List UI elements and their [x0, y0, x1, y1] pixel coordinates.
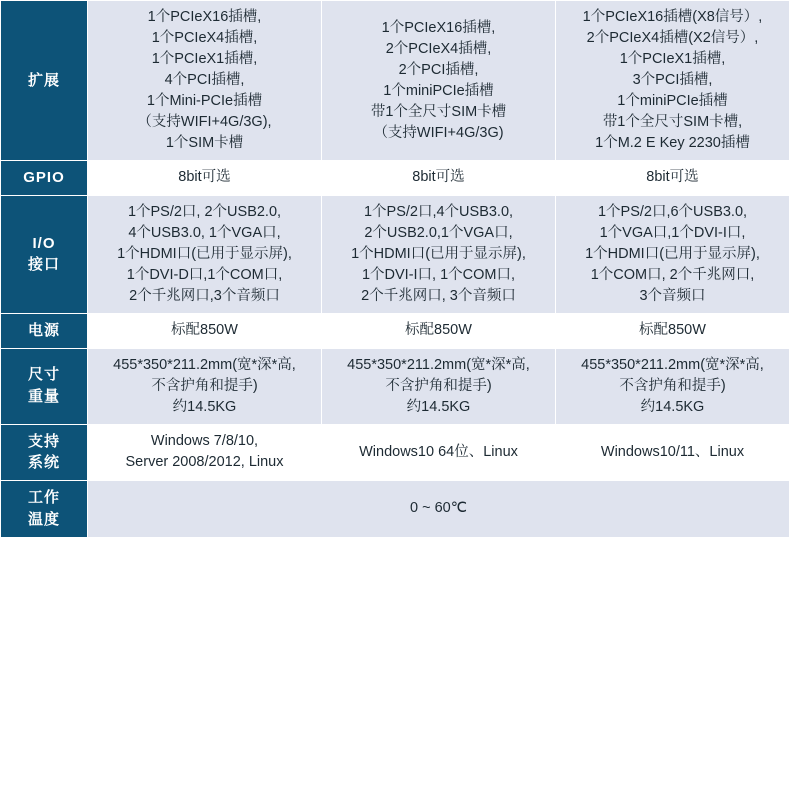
- spec-cell-line: 1个PCIeX4插槽,: [151, 30, 258, 47]
- spec-cell: [556, 195, 790, 313]
- spec-cell: [556, 313, 790, 348]
- spec-cell: [322, 195, 556, 313]
- spec-cell-line: 1个Mini-PCIe插槽: [146, 93, 263, 110]
- spec-cell-line: 4个PCI插槽,: [164, 72, 245, 89]
- row-label-line: 支持: [27, 432, 60, 450]
- spec-cell-line: 约14.5KG: [172, 398, 237, 415]
- spec-cell: [556, 161, 790, 196]
- page-bottom-whitespace: [0, 538, 790, 638]
- spec-cell-line: 1个PCIeX16插槽,: [147, 9, 262, 25]
- table-row: [1, 161, 790, 196]
- spec-cell: [556, 348, 790, 424]
- spec-cell-line: 8bit可选: [412, 169, 465, 186]
- spec-cell-line: （支持WIFI+4G/3G),: [137, 114, 272, 131]
- spec-cell-line: 2个千兆网口, 3个音频口: [361, 287, 516, 304]
- spec-cell: [88, 481, 790, 538]
- row-label-line: 工作: [27, 489, 60, 507]
- spec-cell-line: 1个miniPCIe插槽: [383, 82, 494, 99]
- row-label: [1, 348, 88, 424]
- spec-cell-line: 1个HDMI口(已用于显示屏),: [351, 245, 526, 262]
- spec-cell-line: 1个VGA口,1个DVI-I口,: [599, 224, 746, 241]
- spec-cell: [556, 424, 790, 481]
- table-row: [1, 313, 790, 348]
- row-label: [1, 161, 88, 196]
- spec-cell: [88, 424, 322, 481]
- spec-cell-line: 1个M.2 E Key 2230插槽: [595, 135, 750, 152]
- spec-cell: [88, 348, 322, 424]
- row-label: [1, 313, 88, 348]
- spec-cell: [322, 424, 556, 481]
- spec-cell-line: 1个PCIeX1插槽,: [151, 51, 258, 68]
- spec-cell-line: 1个PS/2口, 2个USB2.0,: [127, 203, 282, 220]
- spec-cell-line: 带1个全尺寸SIM卡槽: [370, 103, 507, 120]
- spec-cell-line: 455*350*211.2mm(宽*深*高,: [581, 356, 764, 373]
- spec-cell-line: 2个USB2.0,1个VGA口,: [364, 224, 513, 241]
- spec-cell-line: 标配850W: [171, 322, 238, 339]
- row-label-line: 扩展: [27, 71, 60, 89]
- spec-cell-line: 约14.5KG: [406, 398, 471, 415]
- spec-cell-line: 带1个全尺寸SIM卡槽,: [602, 114, 743, 131]
- spec-cell-line: 2个千兆网口,3个音频口: [129, 287, 280, 304]
- spec-cell-line: 2个PCI插槽,: [398, 61, 479, 78]
- spec-cell-line: 不含护角和提手): [619, 377, 726, 394]
- spec-cell-line: （支持WIFI+4G/3G): [373, 124, 504, 141]
- spec-cell-line: Windows 7/8/10,: [150, 433, 259, 450]
- row-label-line: 温度: [27, 510, 60, 528]
- spec-cell-line: 1个DVI-D口,1个COM口,: [126, 266, 283, 283]
- table-row: [1, 424, 790, 481]
- table-row: [1, 195, 790, 313]
- spec-cell-line: 1个DVI-I口, 1个COM口,: [361, 266, 516, 283]
- spec-cell-line: 8bit可选: [178, 169, 231, 186]
- spec-cell-line: 1个SIM卡槽: [165, 135, 244, 152]
- row-label-line: 系统: [27, 454, 60, 472]
- spec-cell-line: 1个PCIeX16插槽,: [381, 19, 496, 36]
- row-label: [1, 481, 88, 538]
- spec-cell: [322, 161, 556, 196]
- spec-cell-line: 4个USB3.0, 1个VGA口,: [128, 224, 281, 241]
- row-label-line: 接口: [27, 256, 60, 274]
- spec-cell-line: 1个PS/2口,6个USB3.0,: [597, 203, 748, 220]
- spec-cell-line: 8bit可选: [646, 169, 699, 186]
- row-label-line: GPIO: [23, 169, 65, 187]
- spec-cell-line: 1个COM口, 2个千兆网口,: [590, 266, 755, 283]
- row-label: [1, 195, 88, 313]
- spec-cell-line: 1个HDMI口(已用于显示屏),: [117, 245, 292, 262]
- spec-cell-line: 455*350*211.2mm(宽*深*高,: [113, 356, 296, 373]
- spec-cell-line: 约14.5KG: [640, 398, 705, 415]
- table-row: [1, 348, 790, 424]
- spec-cell: [88, 195, 322, 313]
- row-label-line: 尺寸: [27, 366, 60, 384]
- row-label-line: 电源: [27, 321, 60, 339]
- spec-cell-line: Windows10/11、Linux: [600, 443, 745, 460]
- table-row: [1, 1, 790, 161]
- spec-cell-line: 1个miniPCIe插槽: [617, 93, 728, 110]
- spec-cell-line: 1个HDMI口(已用于显示屏),: [585, 245, 760, 262]
- spec-cell-line: 2个PCIeX4插槽,: [385, 40, 492, 57]
- spec-cell-line: 1个PCIeX16插槽(X8信号）,: [582, 9, 763, 25]
- spec-cell: [88, 161, 322, 196]
- spec-cell-line: 不含护角和提手): [151, 377, 258, 394]
- spec-cell: [322, 1, 556, 161]
- table-row: [1, 481, 790, 538]
- spec-cell-line: 3个音频口: [639, 287, 706, 304]
- spec-cell-line: 标配850W: [639, 322, 706, 339]
- row-label: [1, 424, 88, 481]
- spec-cell: [556, 1, 790, 161]
- spec-cell-line: 不含护角和提手): [385, 377, 492, 394]
- spec-cell-line: 2个PCIeX4插槽(X2信号）,: [586, 30, 759, 47]
- spec-cell: [322, 348, 556, 424]
- spec-cell-line: Server 2008/2012, Linux: [125, 454, 284, 471]
- spec-cell-line: 标配850W: [405, 322, 472, 339]
- spec-cell: [322, 313, 556, 348]
- table-body: [1, 1, 790, 538]
- row-label: [1, 1, 88, 161]
- spec-cell: [88, 313, 322, 348]
- spec-cell-line: 1个PCIeX1插槽,: [619, 51, 726, 68]
- spec-cell-line: 1个PS/2口,4个USB3.0,: [363, 203, 514, 220]
- row-label-line: I/O: [32, 234, 56, 252]
- row-label-line: 重量: [27, 388, 60, 406]
- spec-cell: [88, 1, 322, 161]
- spec-cell-line: 455*350*211.2mm(宽*深*高,: [347, 356, 530, 373]
- spec-cell-line: 0 ~ 60℃: [409, 500, 467, 517]
- spec-cell-line: Windows10 64位、Linux: [359, 443, 518, 460]
- spec-cell-line: 3个PCI插槽,: [632, 72, 713, 89]
